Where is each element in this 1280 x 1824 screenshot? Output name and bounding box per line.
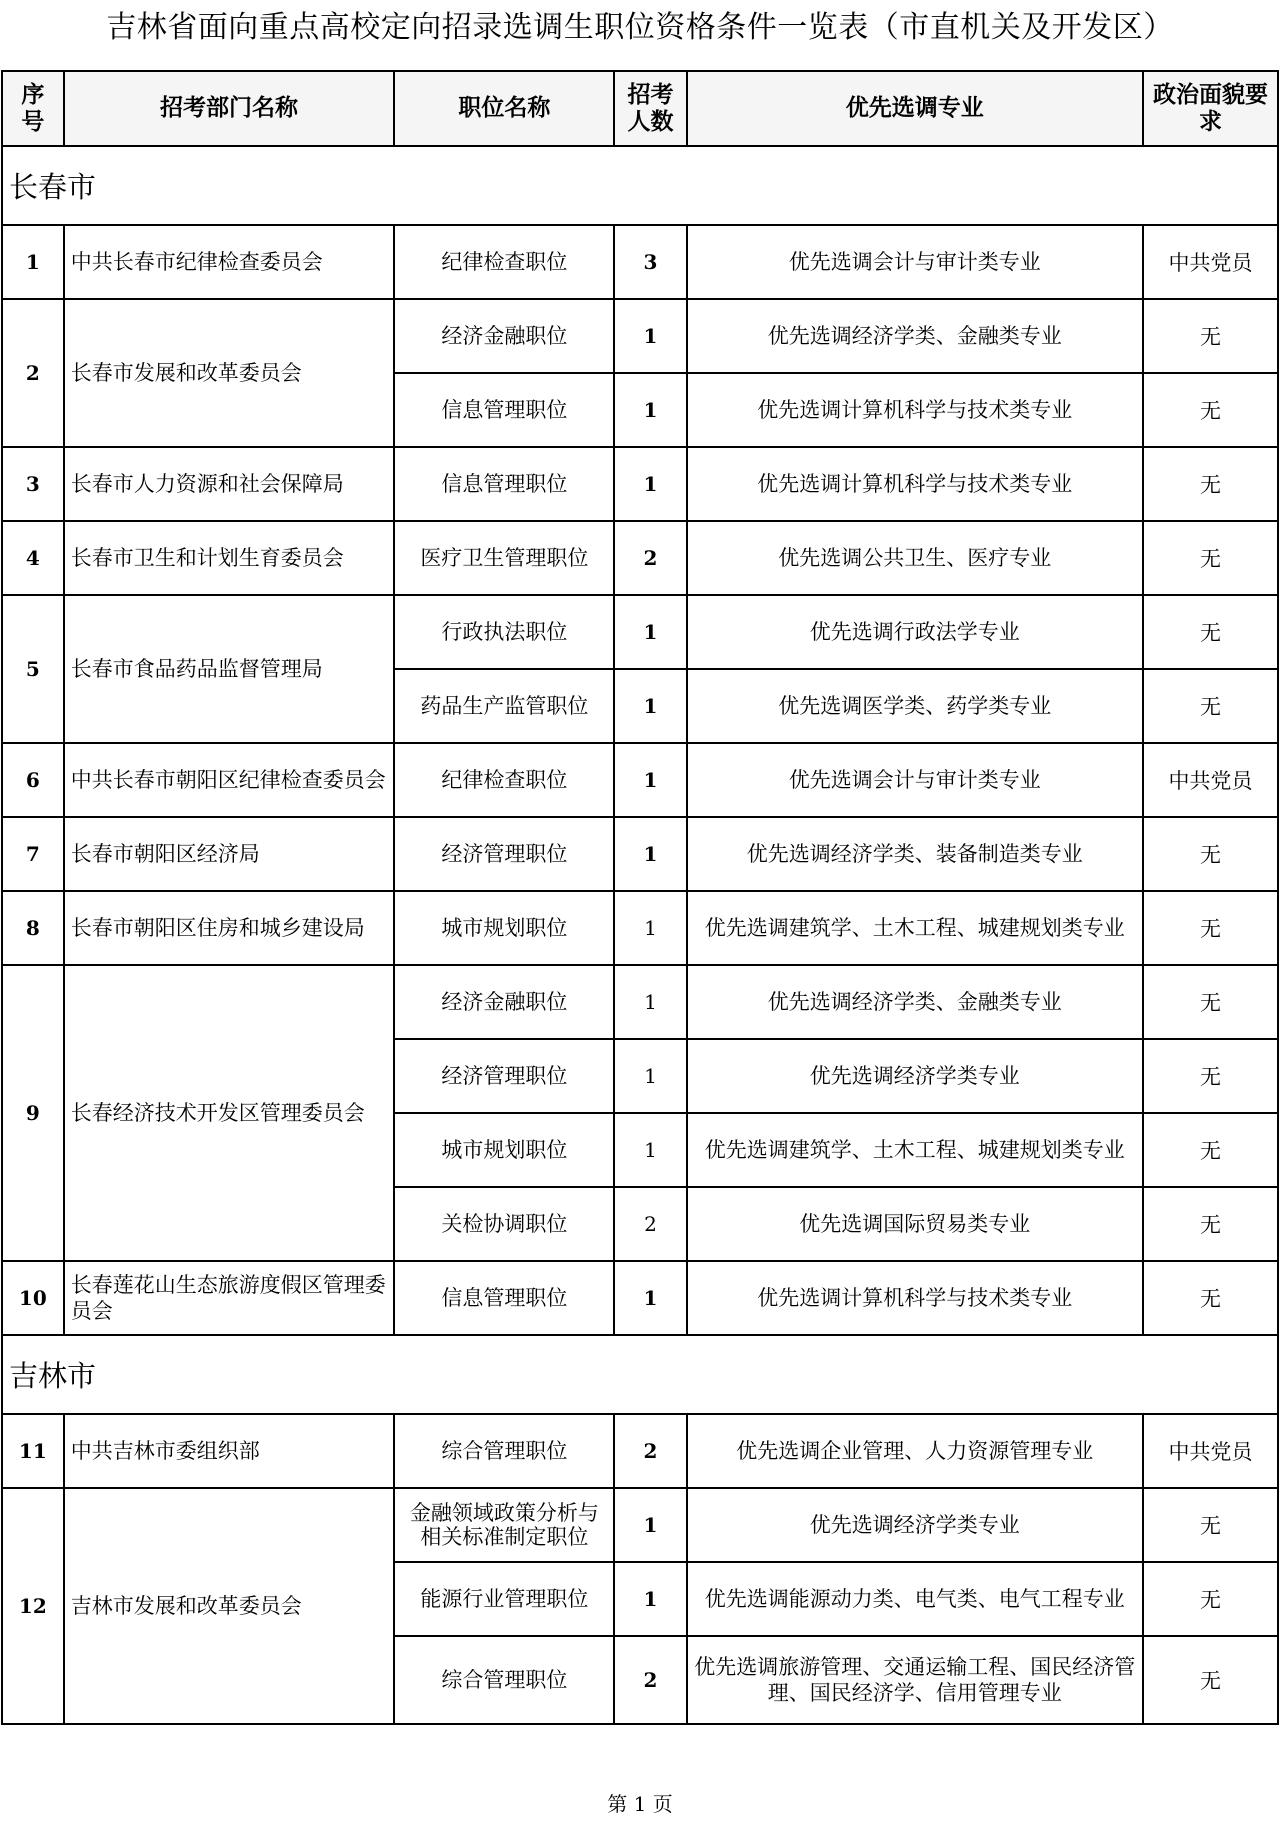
row-count: 2	[614, 521, 686, 595]
row-count: 1	[614, 595, 686, 669]
section-title: 吉林市	[2, 1335, 1278, 1414]
row-count: 1	[614, 373, 686, 447]
row-major: 优先选调经济学类专业	[687, 1039, 1143, 1113]
row-position: 信息管理职位	[394, 447, 614, 521]
row-num: 6	[2, 743, 64, 817]
row-count: 2	[614, 1636, 686, 1724]
row-num: 8	[2, 891, 64, 965]
row-dept: 中共长春市纪律检查委员会	[64, 225, 395, 299]
table-row	[2, 1261, 1278, 1335]
table-row	[2, 1414, 1278, 1488]
table-row	[2, 299, 1278, 373]
table-row	[2, 521, 1278, 595]
row-major: 优先选调能源动力类、电气类、电气工程专业	[687, 1562, 1143, 1636]
row-count: 1	[614, 817, 686, 891]
row-major: 优先选调医学类、药学类专业	[687, 669, 1143, 743]
table-row	[2, 891, 1278, 965]
row-major: 优先选调计算机科学与技术类专业	[687, 373, 1143, 447]
header-major: 优先选调专业	[687, 71, 1143, 146]
row-political: 中共党员	[1143, 1414, 1278, 1488]
row-political: 无	[1143, 1488, 1278, 1562]
row-political: 中共党员	[1143, 743, 1278, 817]
row-position: 医疗卫生管理职位	[394, 521, 614, 595]
row-count: 1	[614, 1039, 686, 1113]
row-count: 1	[614, 1562, 686, 1636]
section-title: 长春市	[2, 146, 1278, 225]
row-political: 无	[1143, 891, 1278, 965]
row-dept: 长春市朝阳区经济局	[64, 817, 395, 891]
row-dept: 长春市卫生和计划生育委员会	[64, 521, 395, 595]
row-position: 城市规划职位	[394, 891, 614, 965]
row-dept: 长春莲花山生态旅游度假区管理委员会	[64, 1261, 395, 1335]
row-political: 无	[1143, 447, 1278, 521]
row-major: 优先选调旅游管理、交通运输工程、国民经济管理、国民经济学、信用管理专业	[687, 1636, 1143, 1724]
row-position: 行政执法职位	[394, 595, 614, 669]
row-position: 综合管理职位	[394, 1636, 614, 1724]
row-position: 信息管理职位	[394, 373, 614, 447]
section-row	[2, 1335, 1278, 1414]
row-position: 经济管理职位	[394, 817, 614, 891]
row-count: 1	[614, 891, 686, 965]
row-major: 优先选调企业管理、人力资源管理专业	[687, 1414, 1143, 1488]
row-major: 优先选调经济学类专业	[687, 1488, 1143, 1562]
row-num: 1	[2, 225, 64, 299]
row-major: 优先选调建筑学、土木工程、城建规划类专业	[687, 891, 1143, 965]
row-political: 无	[1143, 1562, 1278, 1636]
row-major: 优先选调经济学类、装备制造类专业	[687, 817, 1143, 891]
row-count: 1	[614, 965, 686, 1039]
header-political: 政治面貌要求	[1143, 71, 1278, 146]
row-major: 优先选调行政法学专业	[687, 595, 1143, 669]
row-num: 11	[2, 1414, 64, 1488]
row-position: 综合管理职位	[394, 1414, 614, 1488]
row-position: 金融领域政策分析与相关标准制定职位	[394, 1488, 614, 1562]
row-major: 优先选调经济学类、金融类专业	[687, 965, 1143, 1039]
row-position: 经济金融职位	[394, 965, 614, 1039]
table-row	[2, 965, 1278, 1039]
row-position: 纪律检查职位	[394, 225, 614, 299]
section-row	[2, 146, 1278, 225]
row-count: 1	[614, 1113, 686, 1187]
table-row	[2, 1488, 1278, 1562]
row-count: 3	[614, 225, 686, 299]
row-political: 无	[1143, 1187, 1278, 1261]
row-dept: 长春市食品药品监督管理局	[64, 595, 395, 743]
row-position: 城市规划职位	[394, 1113, 614, 1187]
header-dept: 招考部门名称	[64, 71, 395, 146]
row-count: 1	[614, 1488, 686, 1562]
row-count: 1	[614, 743, 686, 817]
row-political: 无	[1143, 1039, 1278, 1113]
row-count: 2	[614, 1187, 686, 1261]
row-count: 2	[614, 1414, 686, 1488]
positions-table	[1, 70, 1279, 1725]
row-count: 1	[614, 299, 686, 373]
row-num: 5	[2, 595, 64, 743]
row-position: 经济管理职位	[394, 1039, 614, 1113]
row-position: 能源行业管理职位	[394, 1562, 614, 1636]
row-major: 优先选调计算机科学与技术类专业	[687, 1261, 1143, 1335]
row-major: 优先选调国际贸易类专业	[687, 1187, 1143, 1261]
row-num: 10	[2, 1261, 64, 1335]
table-row	[2, 225, 1278, 299]
table-row	[2, 743, 1278, 817]
document-title: 吉林省面向重点高校定向招录选调生职位资格条件一览表（市直机关及开发区）	[106, 10, 1174, 45]
row-major: 优先选调会计与审计类专业	[687, 743, 1143, 817]
row-major: 优先选调会计与审计类专业	[687, 225, 1143, 299]
row-major: 优先选调经济学类、金融类专业	[687, 299, 1143, 373]
page-number: 第 1 页	[607, 1792, 673, 1816]
row-num: 7	[2, 817, 64, 891]
header-position: 职位名称	[394, 71, 614, 146]
row-major: 优先选调建筑学、土木工程、城建规划类专业	[687, 1113, 1143, 1187]
row-count: 1	[614, 669, 686, 743]
header-num: 序号	[2, 71, 64, 146]
row-position: 关检协调职位	[394, 1187, 614, 1261]
row-dept: 长春经济技术开发区管理委员会	[64, 965, 395, 1261]
row-political: 无	[1143, 669, 1278, 743]
row-political: 无	[1143, 1261, 1278, 1335]
row-dept: 长春市人力资源和社会保障局	[64, 447, 395, 521]
row-num: 2	[2, 299, 64, 447]
row-dept: 长春市发展和改革委员会	[64, 299, 395, 447]
row-count: 1	[614, 447, 686, 521]
row-political: 中共党员	[1143, 225, 1278, 299]
row-political: 无	[1143, 299, 1278, 373]
row-position: 药品生产监管职位	[394, 669, 614, 743]
row-dept: 中共长春市朝阳区纪律检查委员会	[64, 743, 395, 817]
table-row	[2, 595, 1278, 669]
table-header-row	[2, 71, 1278, 146]
row-political: 无	[1143, 1113, 1278, 1187]
row-major: 优先选调计算机科学与技术类专业	[687, 447, 1143, 521]
table-row	[2, 817, 1278, 891]
row-political: 无	[1143, 1636, 1278, 1724]
row-political: 无	[1143, 373, 1278, 447]
row-dept: 长春市朝阳区住房和城乡建设局	[64, 891, 395, 965]
row-political: 无	[1143, 595, 1278, 669]
row-political: 无	[1143, 965, 1278, 1039]
table-row	[2, 447, 1278, 521]
row-position: 经济金融职位	[394, 299, 614, 373]
row-num: 3	[2, 447, 64, 521]
row-num: 9	[2, 965, 64, 1261]
row-count: 1	[614, 1261, 686, 1335]
row-position: 信息管理职位	[394, 1261, 614, 1335]
row-num: 4	[2, 521, 64, 595]
row-dept: 吉林市发展和改革委员会	[64, 1488, 395, 1724]
row-major: 优先选调公共卫生、医疗专业	[687, 521, 1143, 595]
row-political: 无	[1143, 521, 1278, 595]
row-dept: 中共吉林市委组织部	[64, 1414, 395, 1488]
row-political: 无	[1143, 817, 1278, 891]
row-num: 12	[2, 1488, 64, 1724]
header-count: 招考人数	[614, 71, 686, 146]
row-position: 纪律检查职位	[394, 743, 614, 817]
